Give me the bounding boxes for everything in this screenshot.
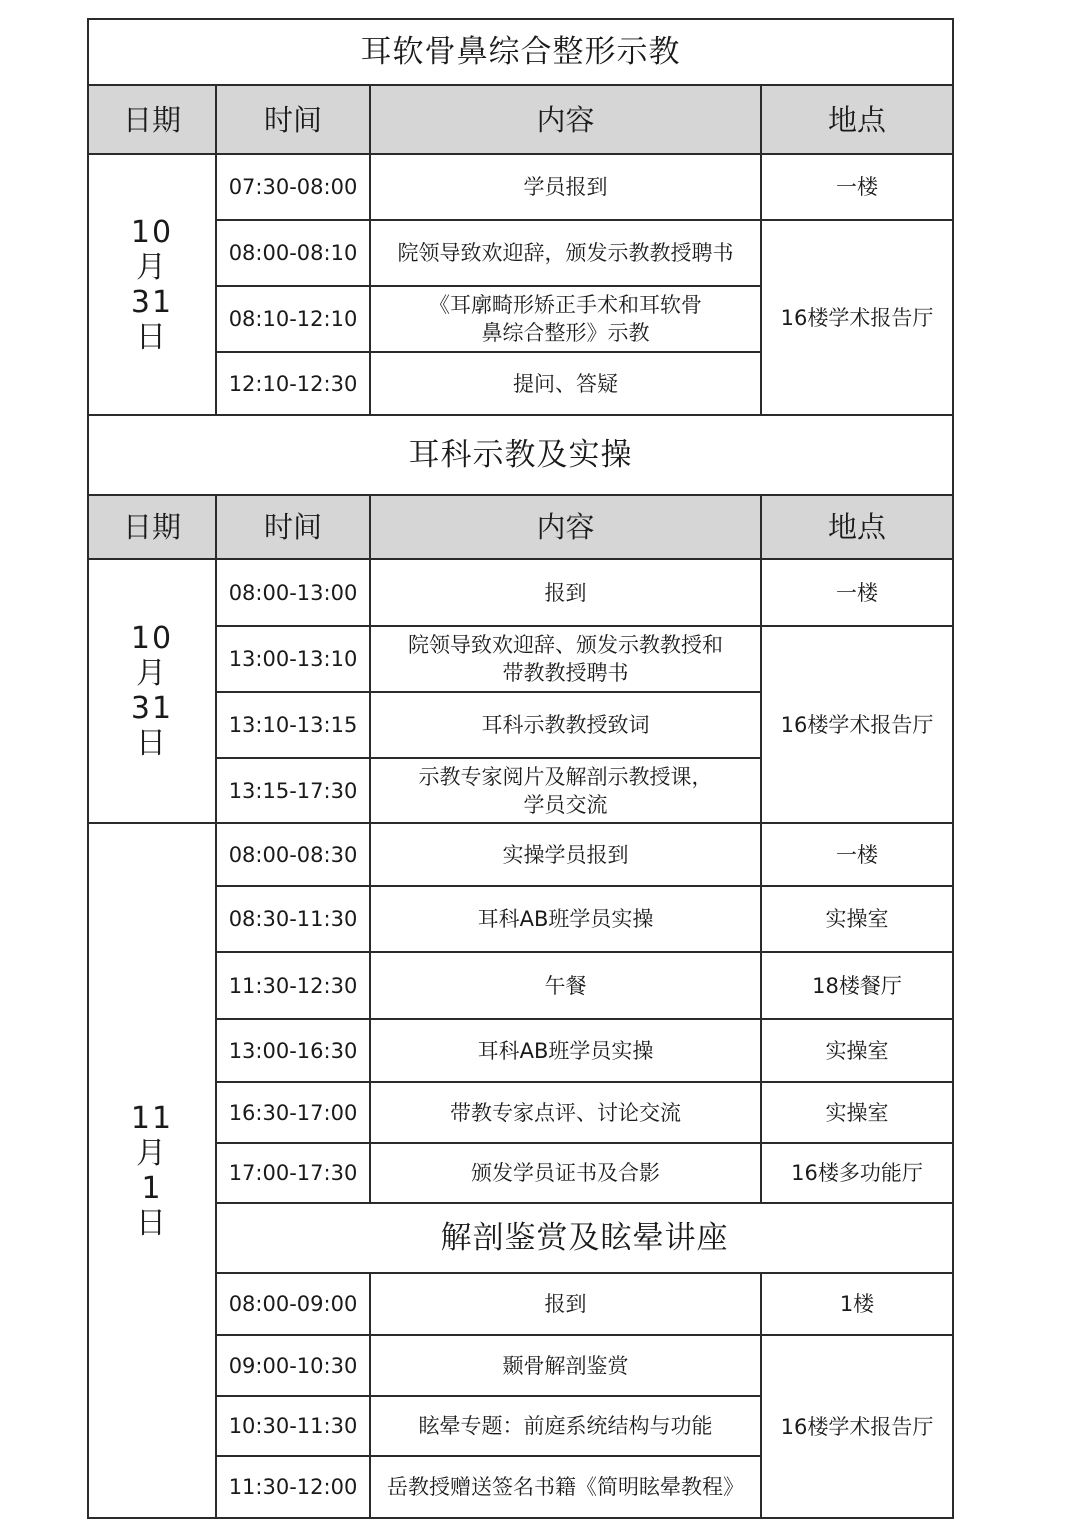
content-line: 眩晕专题：前庭系统结构与功能 <box>418 1414 713 1438</box>
content-cell <box>370 1396 761 1456</box>
table-row <box>88 559 953 626</box>
time-cell: 16:30-17:00 <box>216 1082 370 1143</box>
content-cell <box>370 1082 761 1143</box>
header-time: 时间 <box>216 85 370 154</box>
date-cell <box>88 154 216 415</box>
table-row <box>88 154 953 220</box>
content-cell <box>370 352 761 415</box>
date-line: 10 <box>130 214 174 250</box>
content-cell <box>370 758 761 823</box>
time-cell: 08:00-13:00 <box>216 559 370 626</box>
table-row <box>88 1082 953 1143</box>
content-line: 示教专家阅片及解剖示教授课， <box>418 764 713 789</box>
place-cell: 一楼 <box>761 559 953 626</box>
date-line: 日 <box>136 319 168 355</box>
time-cell: 17:00-17:30 <box>216 1143 370 1203</box>
table-row <box>88 220 953 286</box>
header-date: 日期 <box>88 85 216 154</box>
time-cell: 12:10-12:30 <box>216 352 370 415</box>
place-cell: 实操室 <box>761 1019 953 1082</box>
content-line: 耳科AB班学员实操 <box>477 907 654 931</box>
date-cell <box>88 823 216 1518</box>
content-line: 实操学员报到 <box>502 842 629 867</box>
content-line: 岳教授赠送签名书籍《简明眩晕教程》 <box>387 1475 744 1499</box>
content-line: 带教教授聘书 <box>502 661 629 685</box>
content-cell <box>370 823 761 886</box>
date-line: 月 <box>136 1135 168 1171</box>
content-line: 学员报到 <box>523 175 608 199</box>
date-line: 10 <box>130 621 174 656</box>
table-row <box>88 886 953 952</box>
date-line: 月 <box>136 249 168 285</box>
section-title: 耳软骨鼻综合整形示教 <box>88 19 953 85</box>
section-title: 耳科示教及实操 <box>88 415 953 495</box>
content-cell <box>370 559 761 626</box>
section-title: 解剖鉴赏及眩晕讲座 <box>216 1203 953 1273</box>
date-line: 月 <box>136 656 168 691</box>
content-line: 耳科AB班学员实操 <box>477 1038 654 1063</box>
content-line: 鼻综合整形》示教 <box>481 321 650 345</box>
time-cell: 13:10-13:15 <box>216 692 370 758</box>
content-line: 报到 <box>544 580 587 605</box>
content-cell <box>370 952 761 1019</box>
time-cell: 08:00-08:10 <box>216 220 370 286</box>
content-line: 颁发学员证书及合影 <box>471 1161 660 1185</box>
header-place: 地点 <box>761 495 953 559</box>
place-cell: 16楼学术报告厅 <box>761 220 953 415</box>
place-cell: 18楼餐厅 <box>761 952 953 1019</box>
section-title-row <box>88 19 953 85</box>
place-cell: 16楼学术报告厅 <box>761 1335 953 1518</box>
content-line: 颞骨解剖鉴赏 <box>502 1353 629 1378</box>
content-cell <box>370 1143 761 1203</box>
header-content: 内容 <box>370 85 761 154</box>
section-title-row <box>88 415 953 495</box>
header-row <box>88 495 953 559</box>
place-cell: 实操室 <box>761 886 953 952</box>
table-row <box>88 1273 953 1335</box>
place-cell: 16楼多功能厅 <box>761 1143 953 1203</box>
content-cell <box>370 1273 761 1335</box>
date-cell <box>88 559 216 823</box>
content-cell <box>370 1019 761 1082</box>
header-row <box>88 85 953 154</box>
table-row <box>88 1335 953 1396</box>
place-cell: 16楼学术报告厅 <box>761 626 953 823</box>
header-content: 内容 <box>370 495 761 559</box>
content-cell <box>370 1456 761 1518</box>
time-cell: 08:30-11:30 <box>216 886 370 952</box>
content-line: 院领导致欢迎辞，颁发示教教授聘书 <box>397 241 734 265</box>
table-row <box>88 1019 953 1082</box>
place-cell: 一楼 <box>761 154 953 220</box>
content-line: 《耳廓畸形矫正手术和耳软骨 <box>429 293 702 317</box>
place-cell: 1楼 <box>761 1273 953 1335</box>
content-line: 院领导致欢迎辞、颁发示教教授和 <box>408 633 723 657</box>
content-cell <box>370 692 761 758</box>
time-cell: 08:10-12:10 <box>216 286 370 352</box>
place-cell: 实操室 <box>761 1082 953 1143</box>
table-row <box>88 823 953 886</box>
content-line: 耳科示教教授致词 <box>481 713 650 737</box>
date-line: 1 <box>141 1170 163 1206</box>
date-line: 日 <box>136 726 168 761</box>
content-cell <box>370 1335 761 1396</box>
content-cell <box>370 886 761 952</box>
header-place: 地点 <box>761 85 953 154</box>
content-cell <box>370 286 761 352</box>
time-cell: 13:00-16:30 <box>216 1019 370 1082</box>
content-line: 学员交流 <box>523 792 608 817</box>
time-cell: 08:00-08:30 <box>216 823 370 886</box>
content-line: 带教专家点评、讨论交流 <box>450 1100 681 1125</box>
date-line: 日 <box>136 1205 168 1241</box>
date-line: 31 <box>130 691 174 726</box>
date-line: 31 <box>130 284 174 320</box>
header-date: 日期 <box>88 495 216 559</box>
content-line: 报到 <box>544 1292 587 1316</box>
content-cell <box>370 154 761 220</box>
time-cell: 07:30-08:00 <box>216 154 370 220</box>
content-cell <box>370 626 761 692</box>
schedule-table <box>87 18 954 1519</box>
table-row <box>88 952 953 1019</box>
header-time: 时间 <box>216 495 370 559</box>
time-cell: 13:00-13:10 <box>216 626 370 692</box>
table-row <box>88 626 953 692</box>
time-cell: 11:30-12:30 <box>216 952 370 1019</box>
content-cell <box>370 220 761 286</box>
time-cell: 08:00-09:00 <box>216 1273 370 1335</box>
time-cell: 10:30-11:30 <box>216 1396 370 1456</box>
section-title-row <box>88 1203 953 1273</box>
time-cell: 13:15-17:30 <box>216 758 370 823</box>
place-cell: 一楼 <box>761 823 953 886</box>
content-line: 午餐 <box>544 973 587 998</box>
date-line: 11 <box>130 1100 174 1136</box>
content-line: 提问、答疑 <box>513 371 618 396</box>
time-cell: 09:00-10:30 <box>216 1335 370 1396</box>
table-row <box>88 1143 953 1203</box>
time-cell: 11:30-12:00 <box>216 1456 370 1518</box>
